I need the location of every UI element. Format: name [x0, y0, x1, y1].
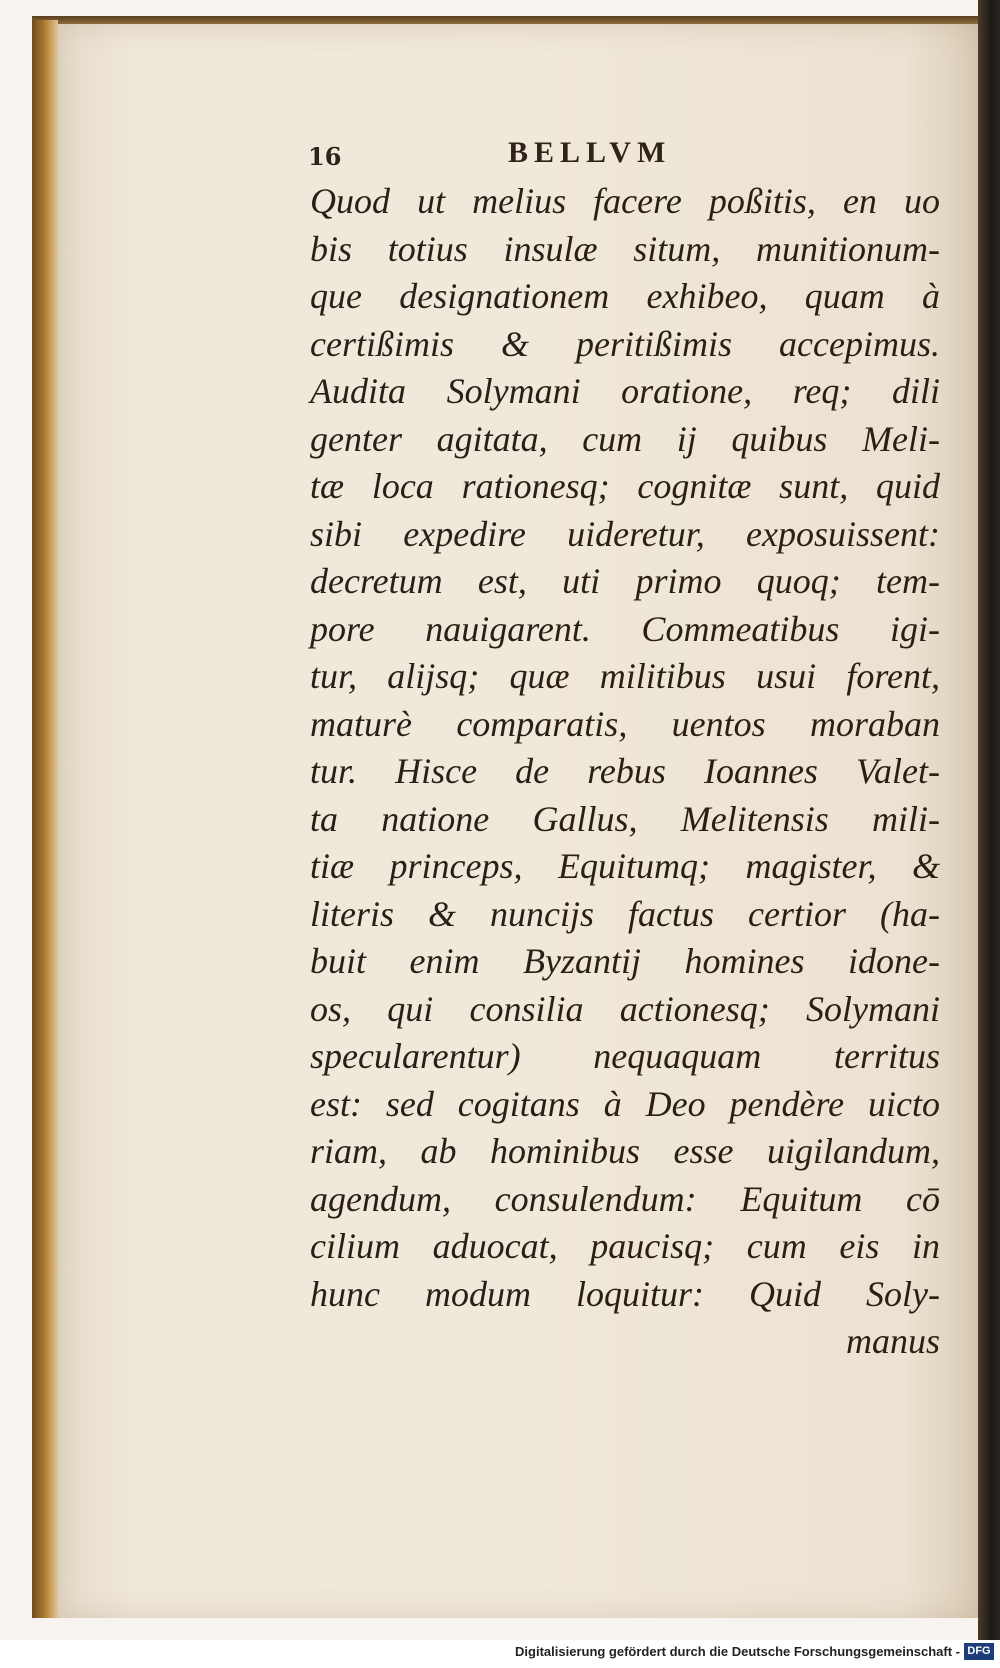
text-line: ta natione Gallus, Melitensis mili- — [310, 798, 940, 839]
text-line: maturè comparatis, uentos moraban — [310, 703, 940, 744]
body-text — [310, 178, 940, 1366]
text-line: agendum, consulendum: Equitum cō — [310, 1178, 940, 1219]
text-line: tæ loca rationesq; cognitæ sunt, quid — [310, 466, 940, 506]
dfg-logo: DFG — [964, 1643, 994, 1660]
digitization-footer — [0, 1640, 1000, 1668]
text-line: literis & nuncijs factus certior (ha- — [310, 893, 940, 934]
text-line: riam, ab hominibus esse uigilandum, — [310, 1131, 940, 1171]
book-top-edge — [32, 16, 992, 24]
text-line: specularentur) nequaquam territus — [310, 1036, 940, 1076]
text-line: tur. Hisce de rebus Ioannes Valet- — [310, 751, 940, 791]
running-title: BELLVM — [508, 136, 672, 169]
text-line: cilium aduocat, paucisq; cum eis in — [310, 1226, 940, 1266]
book-spine-edge — [32, 20, 58, 1618]
text-line: genter agitata, cum ij quibus Meli- — [310, 418, 940, 459]
text-line: certißimis & peritißimis accepimus. — [310, 323, 940, 364]
book-right-edge — [978, 0, 1000, 1668]
catchword: manus — [845, 1321, 940, 1361]
text-line: decretum est, uti primo quoq; tem- — [310, 561, 940, 601]
text-line: que designationem exhibeo, quam à — [310, 276, 940, 316]
text-line: pore nauigarent. Commeatibus igi- — [310, 608, 940, 649]
text-line: bis totius insulæ situm, munitionum- — [310, 228, 940, 269]
text-line: tur, alijsq; quæ militibus usui forent, — [310, 656, 940, 696]
text-line: sibi expedire uideretur, exposuissent: — [310, 513, 940, 554]
text-line: hunc modum loquitur: Quid Soly- — [310, 1273, 940, 1314]
text-line: est: sed cogitans à Deo pendère uicto — [310, 1083, 940, 1124]
page-number: 16 — [308, 142, 342, 171]
text-line: buit enim Byzantij homines idone- — [310, 941, 940, 981]
text-line: os, qui consilia actionesq; Solymani — [310, 988, 940, 1029]
text-line: tiæ princeps, Equitumq; magister, & — [310, 846, 940, 886]
funding-credit: Digitalisierung gefördert durch die Deutsche Forschungsgemeinschaft - — [515, 1644, 960, 1659]
text-line: Audita Solymani oratione, req; dili — [310, 371, 940, 411]
page-header — [308, 136, 868, 176]
text-line: Quod ut melius facere poßitis, en uo — [310, 181, 940, 221]
